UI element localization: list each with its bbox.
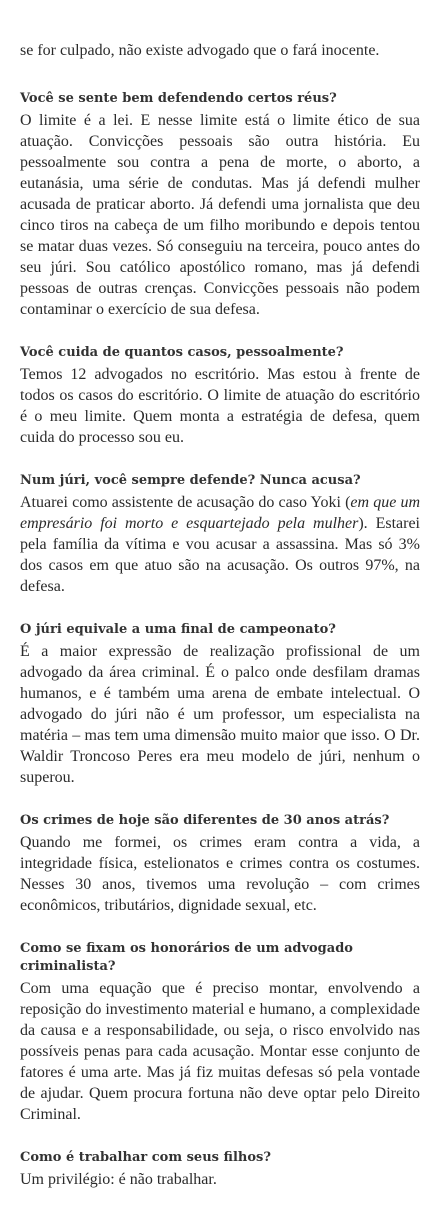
answer-text: ). Estarei pela família da vítima e vou acusar a assassina. Mas só 3% dos casos em que atuo são na acusação. Os outros 97%, na defesa.: [20, 515, 420, 595]
qa-block-3: [20, 472, 420, 597]
qa-block-1: [20, 90, 420, 320]
qa-block-6: [20, 940, 420, 1125]
answer-paragraph: É a maior expressão de realização profissional de um advogado da área criminal. É o palco onde desfilam dramas humanos, e é também uma arena de embate intelectual. O advogado do júri não é um professor, um especialista na matéria – mas tem uma dimensão muito maior que isso. O Dr. Waldir Troncoso Peres era meu modelo de júri, nenhum o superou.: [20, 643, 420, 786]
answer-italic-aside: em que um empresário foi morto e esquartejado pela mulher: [20, 494, 421, 532]
qa-block-2: [20, 344, 420, 448]
qa-block-5: [20, 812, 420, 916]
answer-paragraph: [20, 492, 420, 597]
question-heading: Como é trabalhar com seus filhos?: [20, 1150, 271, 1165]
interview-page: [20, 40, 420, 1214]
answer-paragraph: Temos 12 advogados no escritório. Mas estou à frente de todos os casos do escritório. O limite de atuação do escritório é o meu limite. Quem monta a estratégia de defesa, quem cuida do processo sou eu.: [20, 366, 420, 446]
answer-text: Atuarei como assistente de acusação do caso Yoki (: [20, 494, 351, 511]
lead-text: se for culpado, não existe advogado que o fará inocente.: [20, 42, 380, 59]
question-heading: Como se fixam os honorários de um advogado criminalista?: [20, 941, 353, 974]
question-heading: Você se sente bem defendendo certos réus?: [20, 91, 337, 106]
answer-paragraph: Com uma equação que é preciso montar, envolvendo a reposição do investimento material e humano, a complexidade da causa e a responsabilidade, ou seja, o risco envolvido nas possíveis penas para cada acusação. Montar esse conjunto de fatores é uma arte. Mas já fiz muitas defesas só pela vontade de ajudar. Quem procura fortuna não deve optar pelo Direito Criminal.: [20, 980, 420, 1123]
answer-paragraph: O limite é a lei. E nesse limite está o limite ético de sua atuação. Convicções pessoais são outra história. Eu pessoalmente sou contra a pena de morte, o aborto, a eutanásia, uma série de condutas. Mas já defendi mulher acusada de praticar aborto. Já defendi uma jornalista que deu cinco tiros na cabeça de um filho moribundo e depois tentou se matar duas vezes. Só conseguiu na terceira, pouco antes do seu júri. Sou católico apostólico romano, mas já defendi pessoas de outras crenças. Convicções pessoais não podem contaminar o exercício de sua defesa.: [20, 112, 420, 318]
question-heading: Os crimes de hoje são diferentes de 30 anos atrás?: [20, 813, 390, 828]
qa-block-4: [20, 621, 420, 788]
question-heading: Você cuida de quantos casos, pessoalmente?: [20, 345, 344, 360]
answer-paragraph: Um privilégio: é não trabalhar.: [20, 1171, 217, 1188]
qa-block-7: [20, 1149, 420, 1190]
question-heading: Num júri, você sempre defende? Nunca acusa?: [20, 473, 361, 488]
answer-paragraph: Quando me formei, os crimes eram contra a vida, a integridade física, estelionatos e crimes contra os costumes. Nesses 30 anos, tivemos uma revolução – com crimes econômicos, tributários, dignidade sexual, etc.: [20, 834, 420, 914]
question-heading: O júri equivale a uma final de campeonato?: [20, 622, 336, 637]
